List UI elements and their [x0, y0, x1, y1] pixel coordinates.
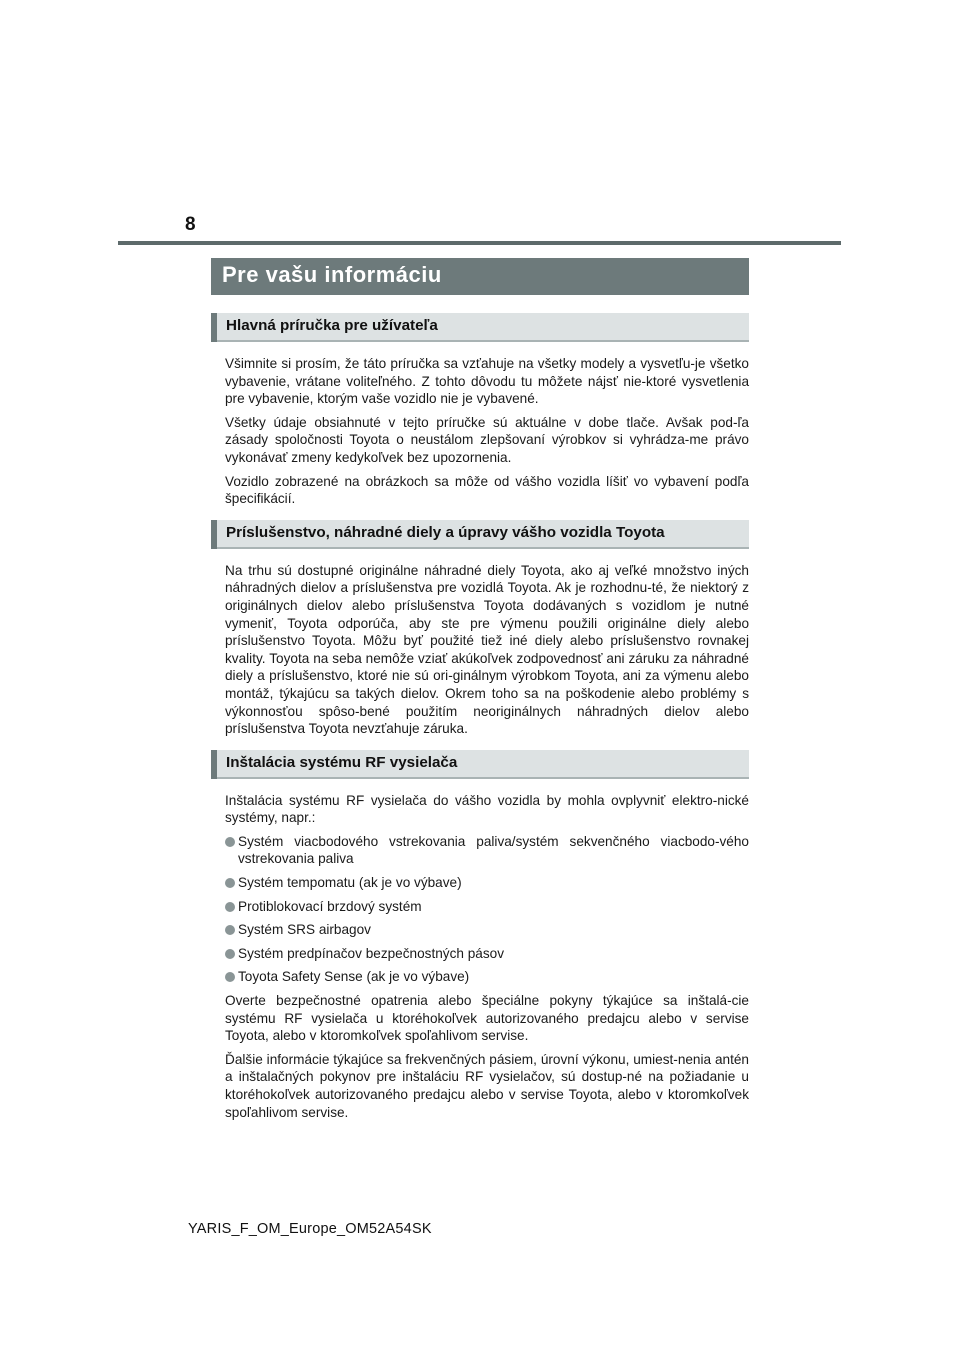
paragraph: Overte bezpečnostné opatrenia alebo špeciálne pokyny týkajúce sa inštalá-cie systému RF vysielača u ktoréhokoľvek autorizovaného predajcu alebo v servise Toyota, alebo v ktoromkoľvek spoľahlivom servise. [225, 993, 749, 1044]
bullet-icon [225, 902, 235, 912]
main-content [211, 313, 749, 1127]
bullet-icon [225, 878, 235, 888]
paragraph: Inštalácia systému RF vysielača do vášho vozidla by mohla ovplyvniť elektro-nické systémy, napr.: [225, 792, 749, 826]
paragraph: Vozidlo zobrazené na obrázkoch sa môže od vášho vozidla líšiť vo vybavení podľa špecifikácií. [225, 473, 749, 507]
section-heading-accessories: Príslušenstvo, náhradné diely a úpravy vášho vozidla Toyota [226, 523, 665, 541]
list-item-text: Systém predpínačov bezpečnostných pásov [238, 945, 504, 961]
paragraph: Všimnite si prosím, že táto príručka sa vzťahuje na všetky modely a vysvetľu-je všetko vybavenie, vrátane voliteľného. Z tohto dôvodu tu môžete nájsť nie-ktoré vysvetlenia pre vybavenie, ktorým vaše vozidlo nie je vybavené. [225, 356, 749, 407]
paragraph: Všetky údaje obsiahnuté v tejto príručke sú aktuálne v dobe tlače. Avšak pod-ľa zásady spoločnosti Toyota o neustálom zlepšovaní výrobkov si vyhrádza-me právo vykonávať zmeny kedykoľvek bez upozornenia. [225, 414, 749, 465]
bullet-icon [225, 925, 235, 935]
section-heading-bar-accessories [211, 520, 749, 549]
list-item [211, 898, 749, 916]
list-item-text: Systém viacbodového vstrekovania paliva/systém sekvenčného viacbodo-vého vstrekovania paliva [238, 833, 749, 867]
page-title: Pre vašu informáciu [222, 262, 442, 287]
list-item [211, 945, 749, 963]
list-item [211, 921, 749, 939]
section-heading-bar-rf [211, 750, 749, 779]
paragraph: Na trhu sú dostupné originálne náhradné diely Toyota, ako aj veľké množstvo iných náhradných dielov a príslušenstva pre vozidlá Toyota. Ak je rozhodnu-té, že niektorý z originálnych dielov alebo príslušenstva Toyota dodávaných s vozidlom je nutné vymeniť, Toyota odporúča, aby ste pre výmenu použili originálne diely alebo príslušenstvo Toyota. Môžu byť použité tiež iné diely alebo príslušenstvo rovnakej kvality. Toyota na seba nemôže vziať akúkoľvek zodpovednosť ani záruku za náhradné diely a príslušenstvo, ktoré nie sú ori-ginálnym výrobkom Toyota, ani za výmenu alebo montáž, týkajúcu sa takých dielov. Okrem toho sa na poškodenie alebo problémy s výkonnosťou spôso-bené použitím neoriginálnych náhradných dielov alebo príslušenstva Toyota nevzťahuje záruka. [225, 562, 749, 737]
paragraph: Ďalšie informácie týkajúce sa frekvenčných pásiem, úrovní výkonu, umiest-nenia antén a inštalačných pokynov pre inštaláciu RF vysielačov, sú dostup-né na požiadanie u ktoréhokoľvek autorizovaného predajcu alebo v servise Toyota, alebo v ktoromkoľvek spoľahlivom servise. [225, 1051, 749, 1120]
list-item-text: Systém tempomatu (ak je vo výbave) [238, 875, 462, 891]
bullet-list [211, 833, 749, 986]
page-number: 8 [185, 214, 196, 235]
list-item [211, 833, 749, 868]
list-item-text: Toyota Safety Sense (ak je vo výbave) [238, 969, 470, 985]
list-item [211, 968, 749, 986]
section-heading-manual: Hlavná príručka pre užívateľa [226, 317, 438, 334]
document-footer-code: YARIS_F_OM_Europe_OM52A54SK [188, 1221, 432, 1237]
bullet-icon [225, 972, 235, 982]
bullet-icon [225, 949, 235, 959]
bullet-icon [225, 837, 235, 847]
section-heading-rf: Inštalácia systému RF vysielača [226, 753, 458, 771]
list-item-text: Systém SRS airbagov [238, 922, 371, 938]
list-item [211, 874, 749, 892]
header-rule [118, 241, 841, 245]
page-title-bar [211, 258, 749, 295]
list-item-text: Protiblokovací brzdový systém [238, 898, 422, 914]
section-heading-bar-manual [211, 313, 749, 342]
